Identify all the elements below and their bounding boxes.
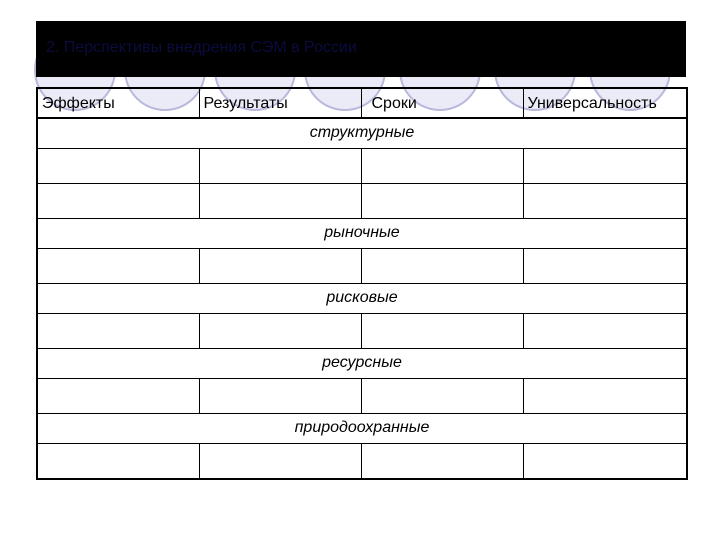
section-structural: структурные — [37, 118, 687, 148]
table-cell[interactable] — [361, 148, 523, 183]
table-cell[interactable] — [37, 443, 199, 479]
table-cell[interactable] — [37, 183, 199, 218]
table-cell[interactable] — [523, 248, 687, 283]
table-row — [37, 148, 687, 183]
table-cell[interactable] — [523, 183, 687, 218]
table-row — [37, 378, 687, 413]
table-cell[interactable] — [37, 313, 199, 348]
table-cell[interactable] — [199, 148, 361, 183]
table-cell[interactable] — [523, 313, 687, 348]
table-row — [37, 183, 687, 218]
header-terms: Сроки — [361, 88, 523, 118]
table-cell[interactable] — [37, 248, 199, 283]
table-cell[interactable] — [37, 378, 199, 413]
section-row — [37, 348, 687, 378]
table-header-row — [37, 88, 687, 118]
table-row — [37, 248, 687, 283]
table-cell[interactable] — [361, 183, 523, 218]
table-cell[interactable] — [523, 148, 687, 183]
slide-title: 2. Перспективы внедрения СЭМ в России — [46, 39, 357, 56]
table-cell[interactable] — [523, 443, 687, 479]
table-cell[interactable] — [523, 378, 687, 413]
table-cell[interactable] — [199, 443, 361, 479]
effects-table — [36, 87, 688, 480]
table-cell[interactable] — [361, 378, 523, 413]
table-cell[interactable] — [361, 443, 523, 479]
section-row — [37, 218, 687, 248]
header-results: Результаты — [199, 88, 361, 118]
title-bar — [36, 21, 686, 77]
table-cell[interactable] — [199, 248, 361, 283]
section-row — [37, 283, 687, 313]
section-risk: рисковые — [37, 283, 687, 313]
section-row — [37, 118, 687, 148]
table-cell[interactable] — [199, 378, 361, 413]
section-environmental: природоохранные — [37, 413, 687, 443]
section-resource: ресурсные — [37, 348, 687, 378]
table-cell[interactable] — [199, 313, 361, 348]
table-cell[interactable] — [361, 313, 523, 348]
header-effects: Эффекты — [37, 88, 199, 118]
table-row — [37, 443, 687, 479]
section-row — [37, 413, 687, 443]
header-universality: Универсальность — [523, 88, 687, 118]
table-cell[interactable] — [199, 183, 361, 218]
table-row — [37, 313, 687, 348]
table-cell[interactable] — [37, 148, 199, 183]
section-market: рыночные — [37, 218, 687, 248]
table-cell[interactable] — [361, 248, 523, 283]
